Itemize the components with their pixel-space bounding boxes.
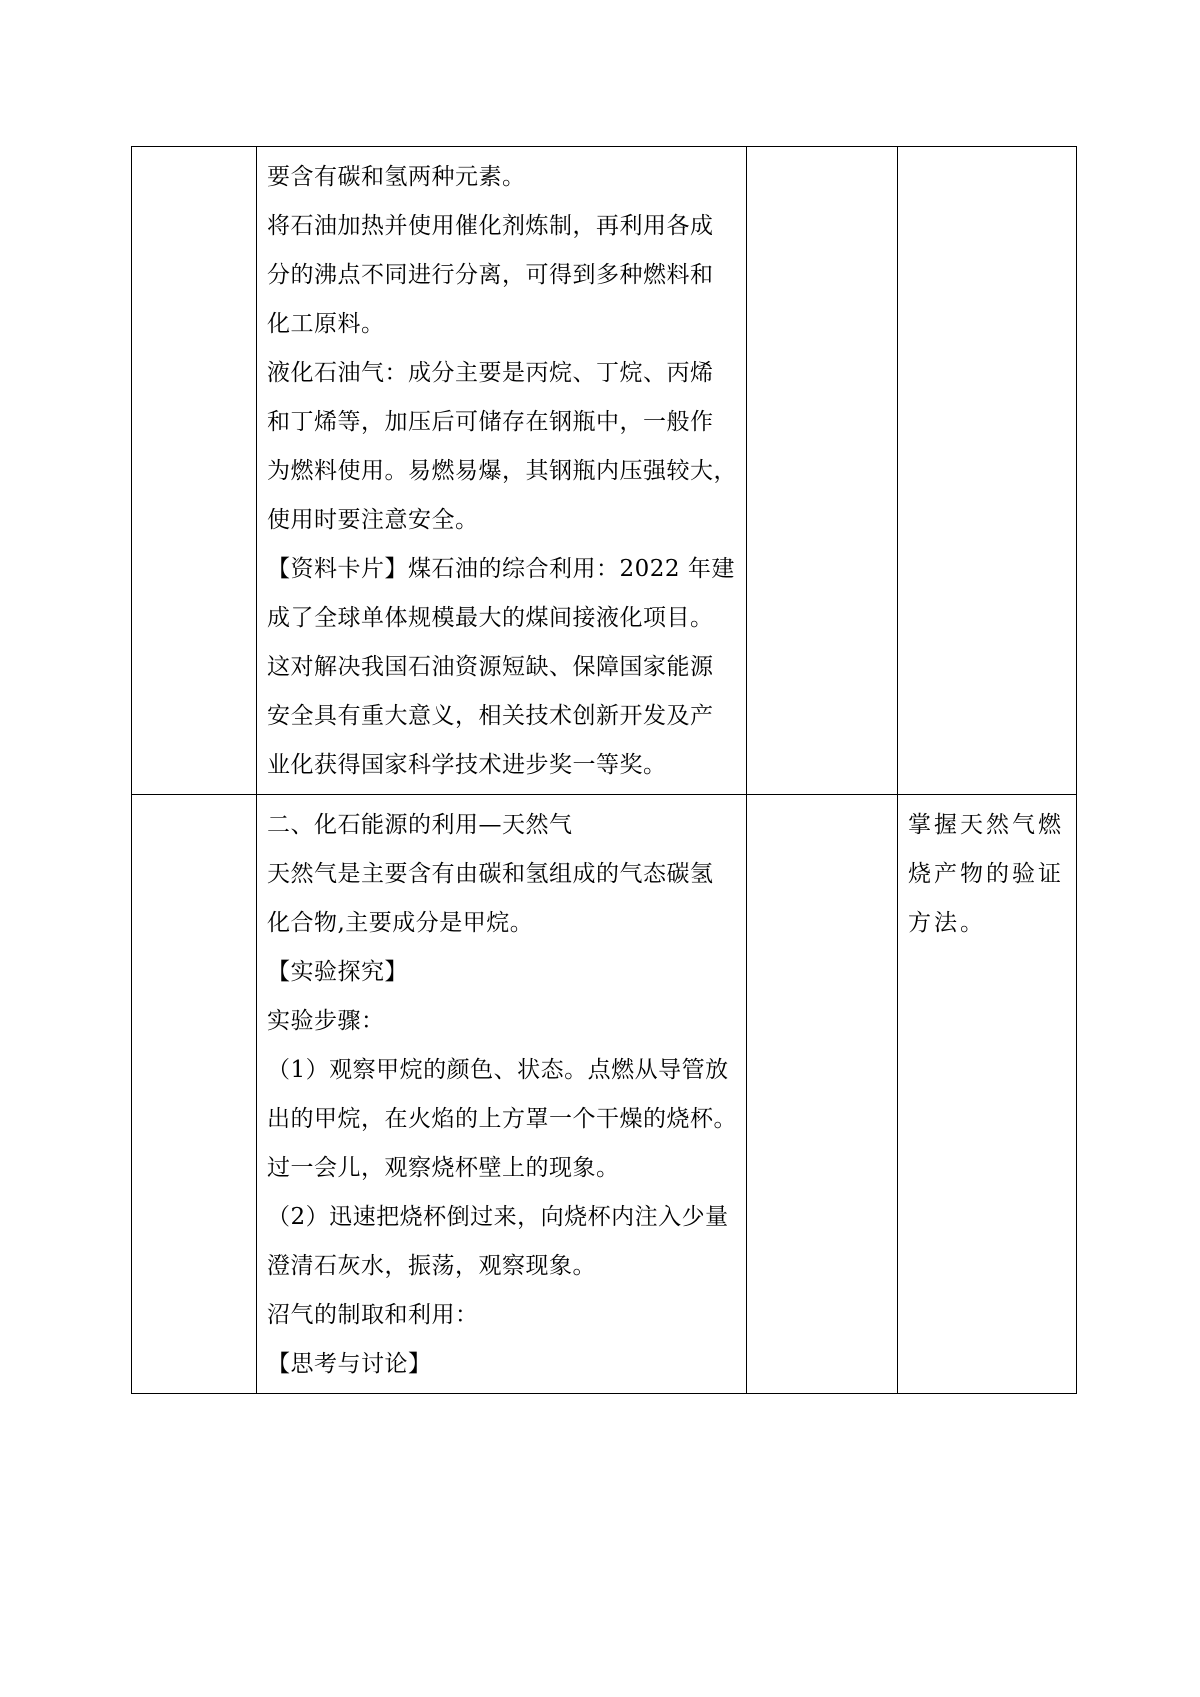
text-line: 出的甲烷，在火焰的上方罩一个干燥的烧杯。 xyxy=(267,1106,737,1132)
text-line: 和丁烯等，加压后可储存在钢瓶中，一般作 xyxy=(267,409,714,435)
text-line: 要含有碳和氢两种元素。 xyxy=(267,164,526,190)
text-line: 业化获得国家科学技术进步奖一等奖。 xyxy=(267,752,667,778)
text-line: 使用时要注意安全。 xyxy=(267,507,479,533)
process-cell xyxy=(257,795,747,1394)
text-line: 液化石油气：成分主要是丙烷、丁烷、丙烯 xyxy=(267,360,714,386)
goal-cell xyxy=(898,795,1077,1394)
stage-cell xyxy=(132,795,257,1394)
text-line: 成了全球单体规模最大的煤间接液化项目。 xyxy=(267,605,714,631)
text-line: 化工原料。 xyxy=(267,311,385,337)
text-line: 将石油加热并使用催化剂炼制，再利用各成 xyxy=(267,213,714,239)
text-line: 天然气是主要含有由碳和氢组成的气态碳氢 xyxy=(267,861,714,887)
process-text xyxy=(257,795,746,1393)
text-line: 掌握天然气燃 xyxy=(908,812,1064,838)
section-heading: 二、化石能源的利用—天然气 xyxy=(267,812,573,838)
text-line: 安全具有重大意义，相关技术创新开发及产 xyxy=(267,703,714,729)
text-line: 分的沸点不同进行分离，可得到多种燃料和 xyxy=(267,262,714,288)
text-line: 化合物,主要成分是甲烷。 xyxy=(267,910,534,936)
text-line: 过一会儿，观察烧杯壁上的现象。 xyxy=(267,1155,620,1181)
text-line: 这对解决我国石油资源短缺、保障国家能源 xyxy=(267,654,714,680)
table-row xyxy=(132,795,1077,1394)
table-row xyxy=(132,147,1077,795)
activity-cell xyxy=(747,795,898,1394)
process-text xyxy=(257,147,746,794)
text-line: 【实验探究】 xyxy=(267,959,408,985)
text-line: 实验步骤： xyxy=(267,1008,385,1034)
text-line: （1）观察甲烷的颜色、状态。点燃从导管放 xyxy=(267,1057,729,1083)
text-line: 为燃料使用。易燃易爆，其钢瓶内压强较大， xyxy=(267,458,737,484)
goal-cell xyxy=(898,147,1077,795)
goal-text xyxy=(898,795,1076,952)
lesson-plan-table xyxy=(131,146,1077,1394)
process-cell xyxy=(257,147,747,795)
text-line: 沼气的制取和利用： xyxy=(267,1302,479,1328)
text-line: 澄清石灰水，振荡，观察现象。 xyxy=(267,1253,596,1279)
text-line: 【资料卡片】煤石油的综合利用：2022 年建 xyxy=(267,556,735,582)
text-line: 方法。 xyxy=(908,910,986,936)
stage-cell xyxy=(132,147,257,795)
text-line: 【思考与讨论】 xyxy=(267,1351,432,1377)
text-line: 烧产物的验证 xyxy=(908,861,1064,887)
text-line: （2）迅速把烧杯倒过来，向烧杯内注入少量 xyxy=(267,1204,729,1230)
activity-cell xyxy=(747,147,898,795)
